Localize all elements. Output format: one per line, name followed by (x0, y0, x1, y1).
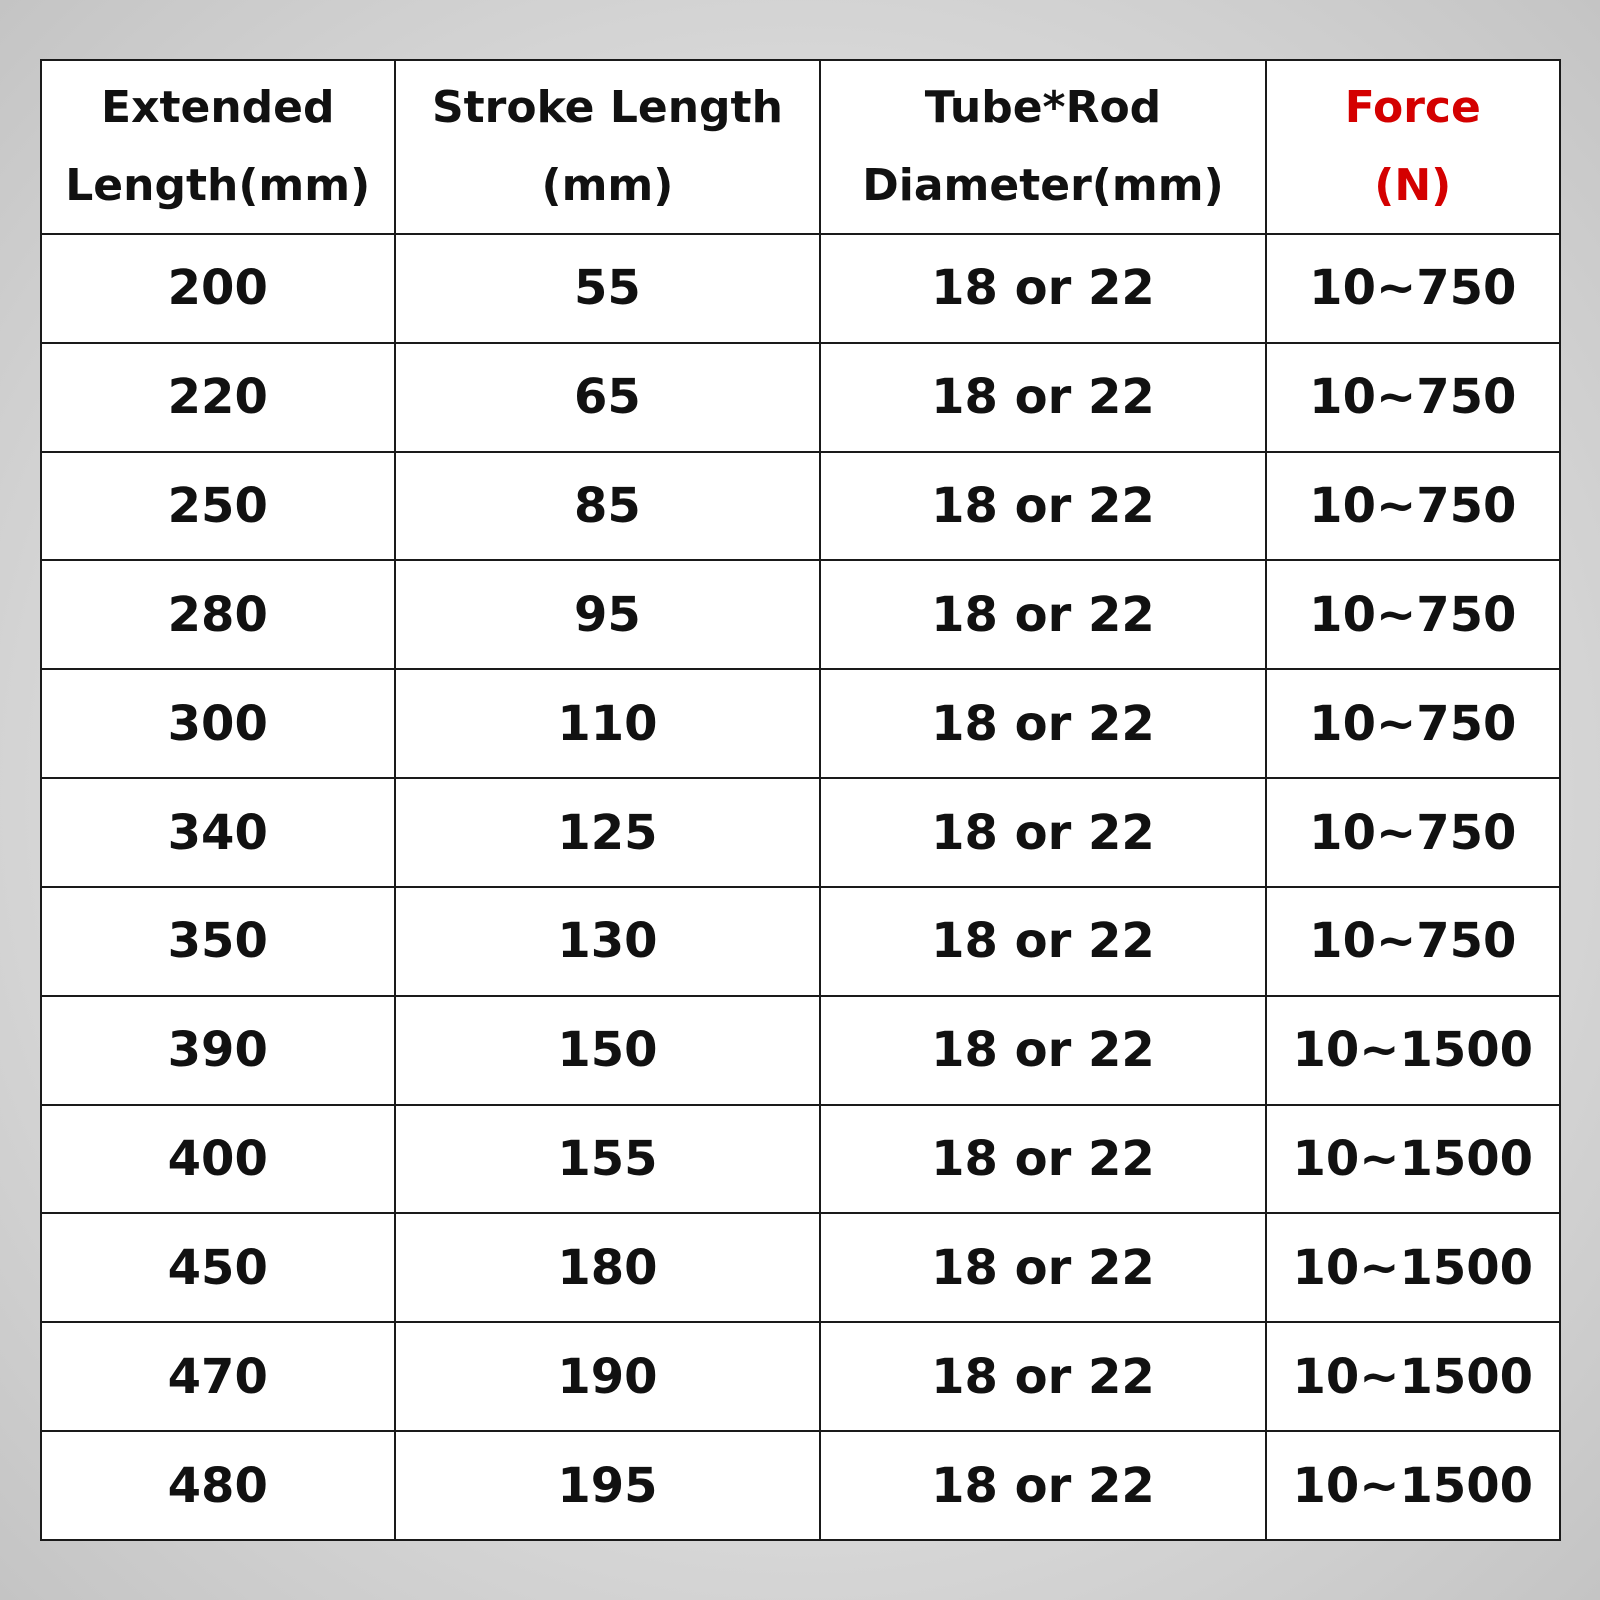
table-row (41, 560, 1560, 669)
extended-length-cell: 350 (41, 887, 395, 996)
stroke-length-cell: 55 (395, 234, 821, 343)
extended-length-cell: 480 (41, 1431, 395, 1540)
extended-length-cell: 300 (41, 669, 395, 778)
stroke-length-cell: 195 (395, 1431, 821, 1540)
extended-length-cell: 280 (41, 560, 395, 669)
table-row (41, 343, 1560, 452)
table-row (41, 778, 1560, 887)
diameter-cell: 18 or 22 (820, 887, 1265, 996)
table-row (41, 887, 1560, 996)
table-row (41, 996, 1560, 1105)
header-stroke-length (395, 60, 821, 234)
table-body (41, 234, 1560, 1540)
stroke-length-cell: 180 (395, 1213, 821, 1322)
force-cell: 10~750 (1266, 778, 1560, 887)
diameter-cell: 18 or 22 (820, 560, 1265, 669)
stroke-length-cell: 130 (395, 887, 821, 996)
header-line: (N) (1374, 160, 1452, 211)
header-force (1266, 60, 1560, 234)
force-cell: 10~1500 (1266, 1213, 1560, 1322)
stroke-length-cell: 150 (395, 996, 821, 1105)
extended-length-cell: 250 (41, 452, 395, 561)
force-cell: 10~1500 (1266, 1322, 1560, 1431)
header-line: Extended (101, 82, 335, 133)
stroke-length-cell: 85 (395, 452, 821, 561)
diameter-cell: 18 or 22 (820, 343, 1265, 452)
diameter-cell: 18 or 22 (820, 996, 1265, 1105)
diameter-cell: 18 or 22 (820, 669, 1265, 778)
diameter-cell: 18 or 22 (820, 1213, 1265, 1322)
header-line: (mm) (541, 160, 674, 211)
force-cell: 10~1500 (1266, 1105, 1560, 1214)
diameter-cell: 18 or 22 (820, 1322, 1265, 1431)
force-cell: 10~750 (1266, 343, 1560, 452)
table-row (41, 452, 1560, 561)
table-row (41, 234, 1560, 343)
extended-length-cell: 390 (41, 996, 395, 1105)
stroke-length-cell: 125 (395, 778, 821, 887)
diameter-cell: 18 or 22 (820, 778, 1265, 887)
diameter-cell: 18 or 22 (820, 1431, 1265, 1540)
stroke-length-cell: 95 (395, 560, 821, 669)
extended-length-cell: 400 (41, 1105, 395, 1214)
header-line: Tube*Rod (924, 82, 1162, 133)
spec-table (40, 59, 1561, 1541)
header-tube-rod-diameter (820, 60, 1265, 234)
spec-sheet (40, 59, 1561, 1541)
header-extended-length (41, 60, 395, 234)
table-row (41, 1322, 1560, 1431)
force-cell: 10~1500 (1266, 1431, 1560, 1540)
diameter-cell: 18 or 22 (820, 452, 1265, 561)
extended-length-cell: 450 (41, 1213, 395, 1322)
extended-length-cell: 200 (41, 234, 395, 343)
header-line: Stroke Length (431, 82, 783, 133)
header-line: Length(mm) (65, 160, 371, 211)
header-line: Force (1344, 82, 1481, 133)
force-cell: 10~750 (1266, 560, 1560, 669)
force-cell: 10~750 (1266, 887, 1560, 996)
extended-length-cell: 340 (41, 778, 395, 887)
stroke-length-cell: 65 (395, 343, 821, 452)
table-row (41, 1431, 1560, 1540)
diameter-cell: 18 or 22 (820, 1105, 1265, 1214)
force-cell: 10~750 (1266, 452, 1560, 561)
stroke-length-cell: 155 (395, 1105, 821, 1214)
stroke-length-cell: 110 (395, 669, 821, 778)
extended-length-cell: 220 (41, 343, 395, 452)
force-cell: 10~750 (1266, 234, 1560, 343)
force-cell: 10~750 (1266, 669, 1560, 778)
force-cell: 10~1500 (1266, 996, 1560, 1105)
diameter-cell: 18 or 22 (820, 234, 1265, 343)
table-row (41, 669, 1560, 778)
stroke-length-cell: 190 (395, 1322, 821, 1431)
header-line: Diameter(mm) (862, 160, 1224, 211)
header-row (41, 60, 1560, 234)
table-row (41, 1213, 1560, 1322)
table-row (41, 1105, 1560, 1214)
extended-length-cell: 470 (41, 1322, 395, 1431)
